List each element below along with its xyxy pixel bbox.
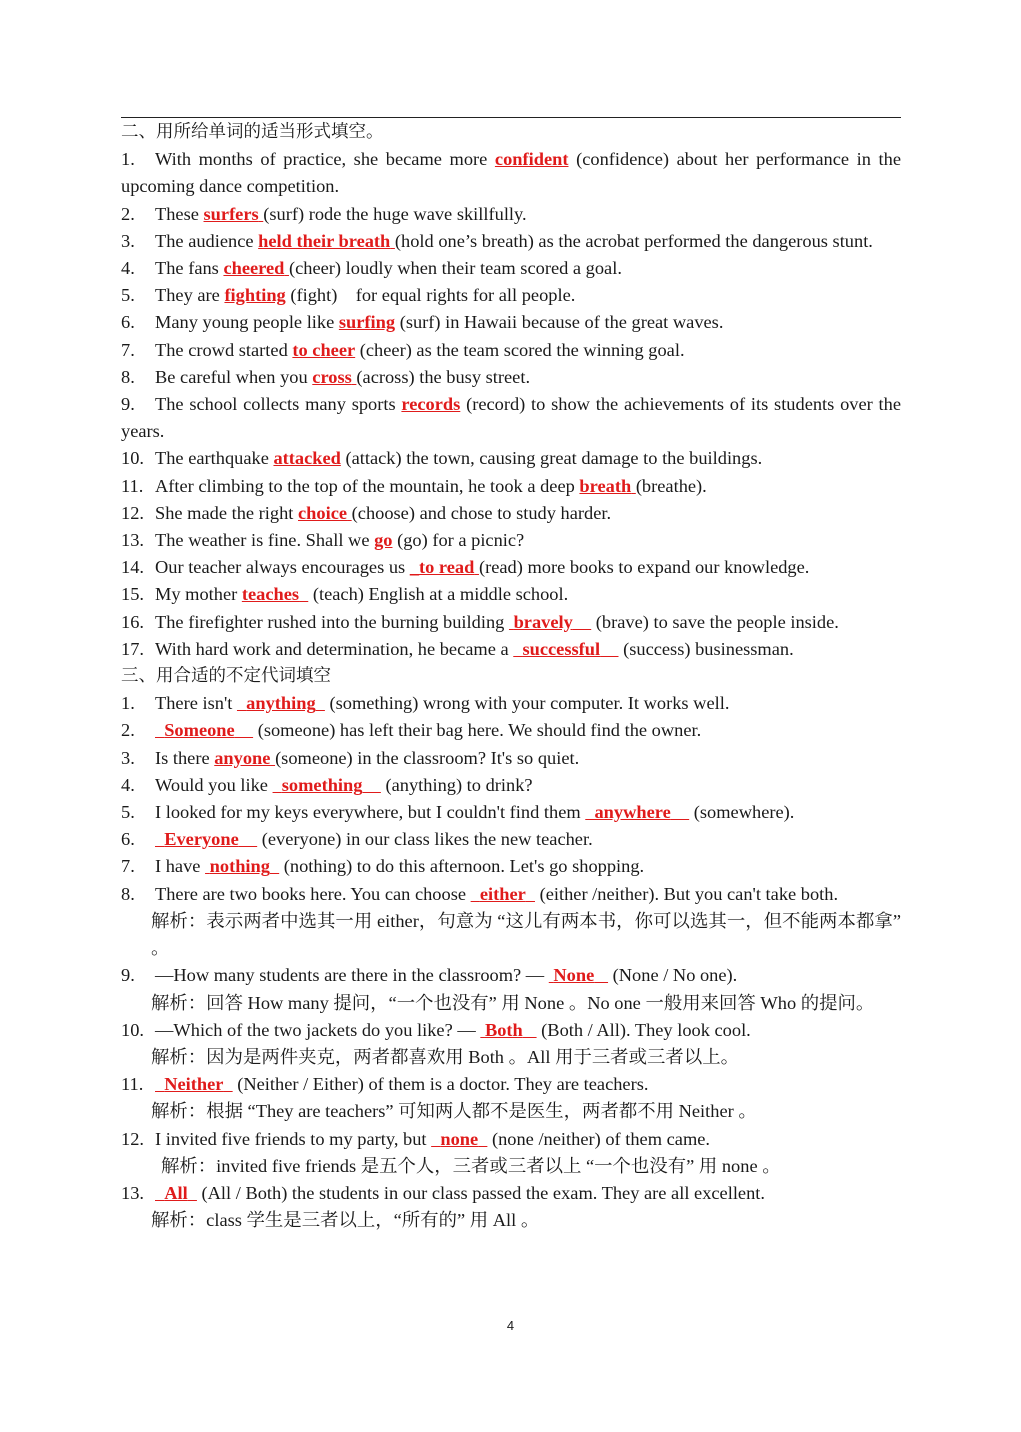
- section3-heading: 三、用合适的不定代词填空: [121, 666, 331, 687]
- answer: teaches: [241, 584, 300, 605]
- explanation-note: 解析：因为是两件夹克，两者都喜欢用 Both 。All 用于三者或三者以上。: [151, 1046, 739, 1067]
- answer: surfers: [203, 203, 259, 224]
- answer: cheered: [223, 258, 285, 279]
- exercise-item: 8. Be careful when you cross (across) the busy street.: [121, 366, 531, 387]
- exercise-item: 5. I looked for my keys everywhere, but I couldn't find them anywhere (somewhere).: [121, 802, 795, 823]
- explanation-note: 解析：回答 How many 提问，“一个也没有” 用 None 。No one 一般用来回答 Who 的提问。: [151, 992, 875, 1013]
- exercise-item: 8. There are two books here. You can choose either (either /neither). But you can't take both.: [121, 883, 839, 904]
- answer: anywhere: [594, 802, 671, 823]
- exercise-item: 2. These surfers (surf) rode the huge wave skillfully.: [121, 203, 527, 224]
- answer: anything: [246, 693, 316, 714]
- answer: to cheer: [292, 339, 356, 360]
- exercise-item: 6. Many young people like surfing (surf) in Hawaii because of the great waves.: [121, 312, 724, 333]
- explanation-note: 解析：表示两者中选其一用 either，句意为 “这儿有两本书，你可以选其一，但不能两本都拿” 。: [151, 910, 901, 959]
- answer: attacked: [273, 448, 341, 469]
- exercise-item: 7. I have nothing (nothing) to do this afternoon. Let's go shopping.: [121, 856, 645, 877]
- exercise-item: 17. With hard work and determination, he became a successful (success) businessman.: [121, 638, 794, 659]
- answer: bravely: [513, 611, 573, 632]
- exercise-item: 1. There isn't anything (something) wrong with your computer. It works well.: [121, 693, 730, 714]
- answer: confident: [494, 149, 569, 170]
- answer: Everyone: [164, 829, 239, 850]
- exercise-item: 13. All (All / Both) the students in our class passed the exam. They are all excellent.: [121, 1182, 766, 1203]
- exercise-item: 11. Neither (Neither / Either) of them is a doctor. They are teachers.: [121, 1074, 649, 1095]
- answer: All: [164, 1182, 188, 1203]
- answer: held their breath: [258, 230, 391, 251]
- answer: Both: [484, 1019, 523, 1040]
- exercise-item: 12. I invited five friends to my party, but none (none /neither) of them came.: [121, 1128, 711, 1149]
- answer: None: [553, 965, 595, 986]
- answer: choice: [298, 502, 348, 523]
- exercise-item: 5. They are fighting (fight) for equal rights for all people.: [121, 285, 576, 306]
- answer: go: [374, 530, 393, 551]
- exercise-item: 7. The crowd started to cheer (cheer) as the team scored the winning goal.: [121, 339, 685, 360]
- exercise-item: 14. Our teacher always encourages us _to read (read) more books to expand our knowledge.: [121, 557, 810, 578]
- explanation-note: 解析：根据 “They are teachers” 可知两人都不是医生，两者都不用 Neither 。: [151, 1101, 757, 1122]
- answer: fighting: [224, 285, 286, 306]
- answer: nothing: [209, 856, 270, 877]
- answer: surfing: [338, 312, 396, 333]
- exercise-item: 6. Everyone (everyone) in our class likes the new teacher.: [121, 829, 593, 850]
- exercise-item: 1. With months of practice, she became more confident (confidence) about her performance in the upcoming dance competition.: [121, 149, 902, 197]
- exercise-item: 10. The earthquake attacked (attack) the town, causing great damage to the buildings.: [121, 448, 763, 469]
- exercise-item: 2. Someone (someone) has left their bag here. We should find the owner.: [121, 720, 702, 741]
- exercise-item: 3. The audience held their breath (hold one’s breath) as the acrobat performed the dangerous stunt.: [121, 230, 873, 251]
- answer: to read: [419, 557, 475, 578]
- explanation-note: 解析：class 学生是三者以上，“所有的” 用 All 。: [151, 1210, 540, 1231]
- answer: Neither: [164, 1074, 224, 1095]
- exercise-item: 9. The school collects many sports records (record) to show the achievements of its students over the years.: [121, 394, 901, 442]
- answer: either: [479, 883, 526, 904]
- answer: none: [440, 1128, 479, 1149]
- exercise-item: 11. After climbing to the top of the mountain, he took a deep breath (breathe).: [121, 475, 707, 496]
- exercise-item: 4. Would you like something (anything) to drink?: [121, 774, 533, 795]
- exercise-item: 16. The firefighter rushed into the burning building bravely (brave) to save the people inside.: [121, 611, 839, 632]
- answer: something: [281, 774, 363, 795]
- explanation-note: 解析：invited five friends 是五个人，三者或三者以上 “一个也没有” 用 none 。: [161, 1155, 781, 1176]
- exercise-item: 12. She made the right choice (choose) and chose to study harder.: [121, 502, 612, 523]
- exercise-item: 13. The weather is fine. Shall we go (go) for a picnic?: [121, 530, 525, 551]
- answer: anyone: [214, 747, 271, 768]
- exercise-item: 4. The fans cheered (cheer) loudly when their team scored a goal.: [121, 258, 622, 279]
- answer: records: [401, 394, 461, 415]
- answer: breath: [579, 475, 632, 496]
- section2-heading: 二、用所给单词的适当形式填空。: [121, 122, 384, 142]
- header-rule: [121, 117, 901, 118]
- answer: Someone: [164, 720, 235, 741]
- answer: successful: [522, 638, 601, 659]
- exercise-item: 9. —How many students are there in the classroom? — None (None / No one).: [121, 965, 738, 986]
- answer: cross: [312, 366, 352, 387]
- exercise-item: 10. —Which of the two jackets do you like? — Both (Both / All). They look cool.: [121, 1019, 751, 1040]
- worksheet-content: [121, 119, 901, 1234]
- exercise-item: 15. My mother teaches (teach) English at a middle school.: [121, 584, 569, 605]
- exercise-item: 3. Is there anyone (someone) in the classroom? It's so quiet.: [121, 747, 580, 768]
- page-number: 4: [506, 1318, 515, 1333]
